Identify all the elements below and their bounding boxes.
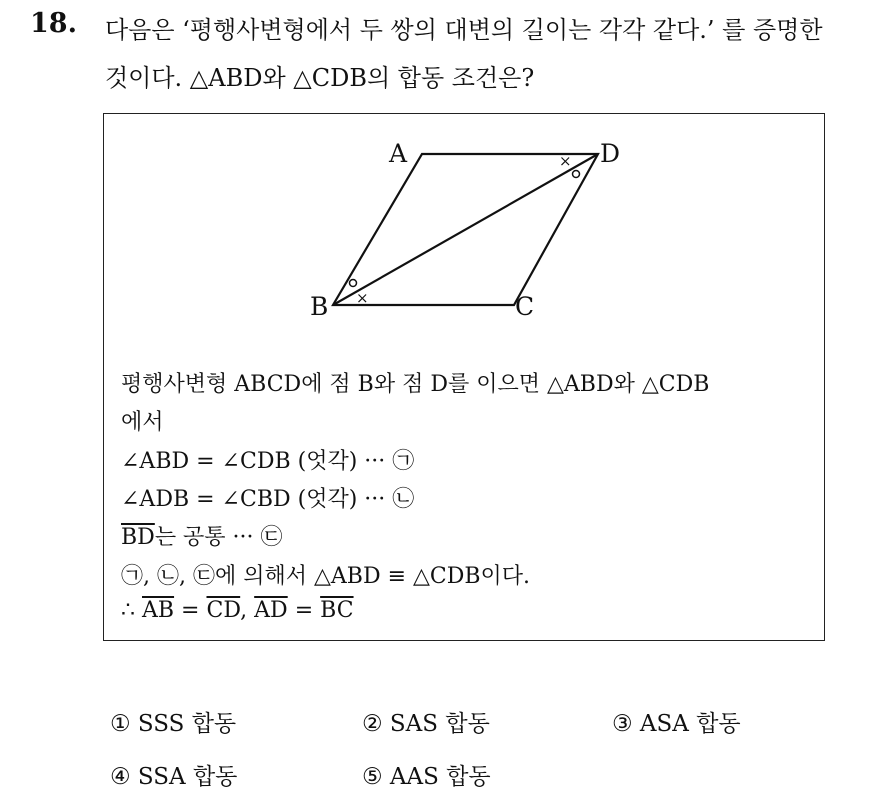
question-text-line-1: 다음은 ‘평행사변형에서 두 쌍의 대변의 길이는 각각 같다.’ 를 증명한 xyxy=(105,16,823,44)
proof-line-5-rest: 는 공통 ··· ㉢ xyxy=(154,525,283,550)
parallelogram-figure xyxy=(104,114,824,364)
proof-box xyxy=(103,113,825,641)
choice-2[interactable]: ② SAS 합동 xyxy=(362,711,490,737)
equals-sign: = xyxy=(287,598,321,623)
proof-line-6: ㉠, ㉡, ㉢에 의해서 △ABD ≡ △CDB이다. xyxy=(121,564,531,589)
vertex-label-b: B xyxy=(310,292,329,321)
proof-line-5 xyxy=(121,520,283,551)
proof-line-2: 에서 xyxy=(121,410,164,435)
angle-mark-x-d: × xyxy=(559,152,572,170)
vertex-label-d: D xyxy=(600,139,621,168)
choice-5[interactable]: ⑤ AAS 합동 xyxy=(362,764,491,790)
segment-bd: $\overline{BD}$ xyxy=(121,525,155,550)
angle-mark-o-d xyxy=(573,171,580,178)
proof-line-4: ∠ADB = ∠CBD (엇각) ··· ㉡ xyxy=(121,487,415,512)
angle-mark-x-b: × xyxy=(356,289,369,307)
angle-mark-o-b xyxy=(350,280,357,287)
vertex-label-a: A xyxy=(389,139,408,168)
choice-3[interactable]: ③ ASA 합동 xyxy=(612,711,741,737)
choice-4[interactable]: ④ SSA 합동 xyxy=(110,764,238,790)
diagonal-bd xyxy=(333,154,598,305)
choice-1[interactable]: ① SSS 합동 xyxy=(110,711,237,737)
comma: , xyxy=(240,598,255,623)
segment-ab: $\overline{AB}$ xyxy=(142,598,175,623)
proof-line-3: ∠ABD = ∠CDB (엇각) ··· ㉠ xyxy=(121,449,415,474)
vertex-label-c: C xyxy=(515,292,535,321)
segment-bc: $\overline{BC}$ xyxy=(320,598,354,623)
question-text-line-2: 것이다. △ABD와 △CDB의 합동 조건은? xyxy=(105,64,535,92)
segment-cd: $\overline{CD}$ xyxy=(206,598,241,623)
proof-line-7 xyxy=(121,598,354,623)
equals-sign: = xyxy=(174,598,207,623)
proof-line-1: 평행사변형 ABCD에 점 B와 점 D를 이으면 △ABD와 △CDB xyxy=(121,372,710,397)
therefore-symbol: ∴ xyxy=(121,598,142,623)
question-number: 18. xyxy=(30,8,77,39)
segment-ad: $\overline{AD}$ xyxy=(254,598,288,623)
